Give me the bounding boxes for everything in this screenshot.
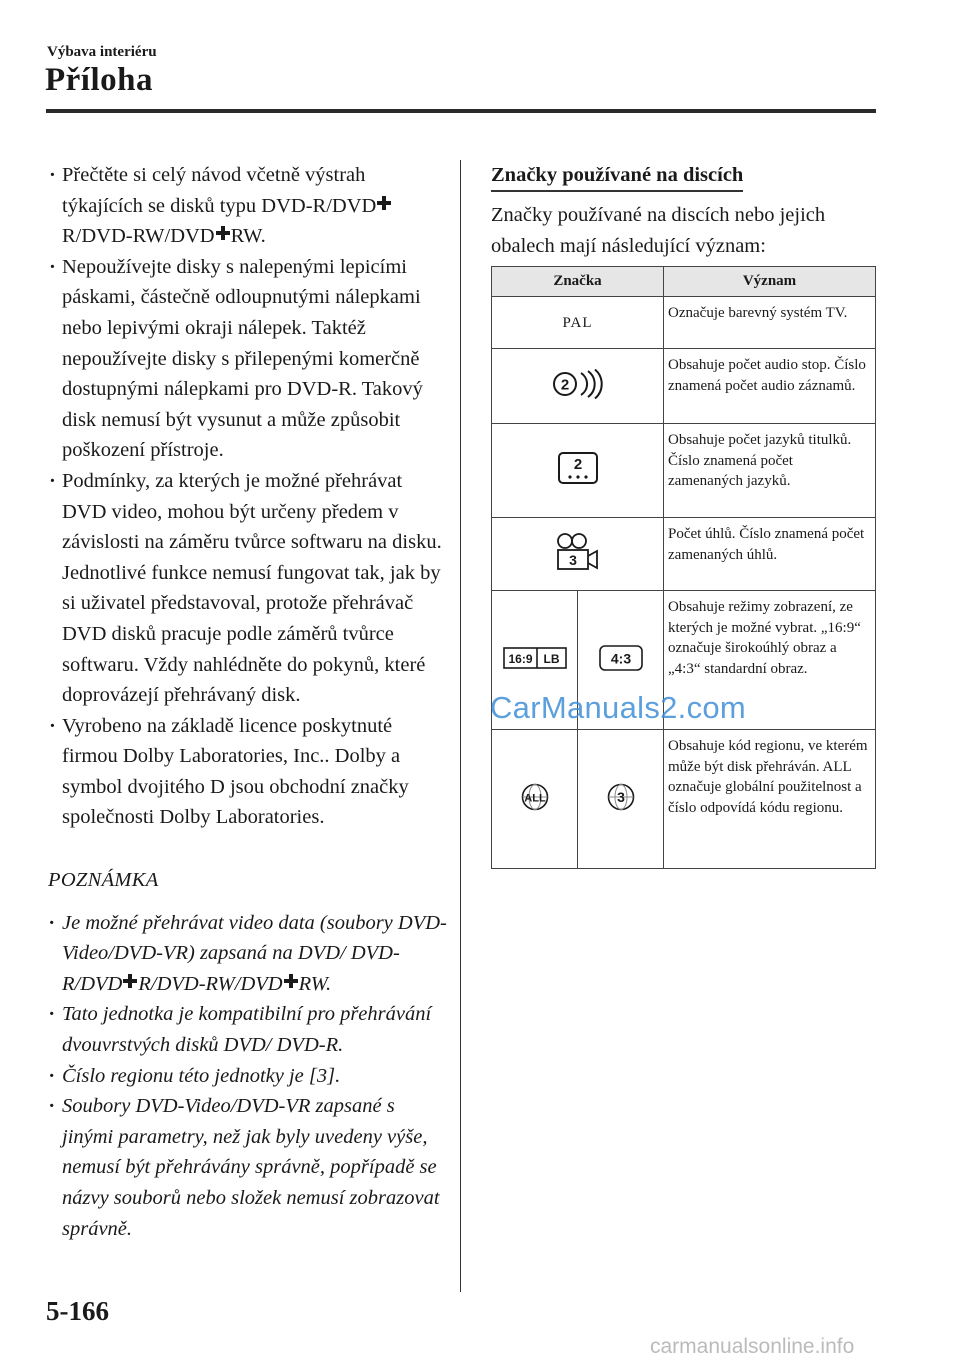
standard-aspect-icon bbox=[599, 645, 643, 671]
bullet-text: RW. bbox=[230, 225, 266, 248]
note-text: RW. bbox=[298, 972, 332, 995]
header-mark: Značka bbox=[492, 267, 664, 297]
widescreen-lb-icon bbox=[503, 647, 567, 669]
intro-text: Značky používané na discích nebo jejich obalech mají následující význam: bbox=[491, 204, 826, 257]
bullet-text: Přečtěte si celý návod včetně výstrah týkajících se disků typu DVD-R/DVD bbox=[62, 164, 377, 217]
column-divider bbox=[460, 160, 461, 1292]
section-label: Výbava interiéru bbox=[47, 44, 157, 60]
note-text: Je možné přehrávat video data (soubory DVD-Video/DVD-VR) zapsaná na DVD/ DVD-R/DVD bbox=[62, 911, 447, 995]
table-row bbox=[492, 297, 876, 349]
note-item bbox=[48, 908, 448, 1000]
header-meaning: Význam bbox=[664, 267, 876, 297]
bullet-item: · Podmínky, za kterých je možné přehrávat DVD video, mohou být určeny předem v závislosti na záměru tvůrce softwaru na disku. Jednotlivé funkce nemusí fungovat tak, jak by si uživatel představoval, protože přehrávač DVD disků pracuje podle záměrů tvůrce softwaru. Vždy nahlédněte do pokynů, které doprovázejí přehrávaný disk. bbox=[48, 466, 448, 711]
note-item: · Tato jednotka je kompatibilní pro přehrávání dvouvrstvých disků DVD/ DVD-R. bbox=[48, 999, 448, 1060]
section-heading: Značky používané na discích bbox=[491, 162, 743, 192]
note-title: POZNÁMKA bbox=[48, 869, 159, 892]
disc-marks-table bbox=[491, 266, 876, 869]
meaning-cell: Obsahuje počet jazyků titulků. Číslo znamená počet zamenaných jazyků. bbox=[664, 424, 876, 518]
plus-icon bbox=[123, 974, 137, 988]
note-item: · Soubory DVD-Video/DVD-VR zapsané s jinými parametry, než jak byly uvedeny výše, nemusí být přehrávány správně, popřípadě se názvy souborů nebo složek nemusí zobrazovat správně. bbox=[48, 1091, 448, 1244]
region-all-icon bbox=[520, 782, 550, 812]
meaning-cell: Počet úhlů. Číslo znamená počet zamenaných úhlů. bbox=[664, 518, 876, 591]
region-code-icon bbox=[606, 782, 636, 812]
page-number: 5-166 bbox=[46, 1296, 109, 1326]
plus-icon bbox=[284, 974, 298, 988]
meaning-cell: Obsahuje počet audio stop. Číslo znamená počet audio záznamů. bbox=[664, 349, 876, 424]
audio-tracks-icon bbox=[550, 369, 606, 399]
region-code-label: 3 bbox=[616, 788, 625, 805]
title-rule bbox=[46, 109, 876, 113]
watermark: CarManuals2.com bbox=[490, 690, 747, 725]
table-row bbox=[492, 730, 876, 869]
page-title: Příloha bbox=[45, 62, 153, 98]
footer-source: carmanualsonline.info bbox=[650, 1335, 855, 1358]
table-row bbox=[492, 349, 876, 424]
note-text: R/DVD-RW/DVD bbox=[138, 972, 283, 995]
camera-angles-number: 3 bbox=[568, 551, 577, 568]
subtitles-number: 2 bbox=[573, 456, 582, 473]
plus-icon bbox=[216, 226, 230, 240]
subtitles-icon bbox=[557, 451, 599, 485]
table-row bbox=[492, 518, 876, 591]
note-list bbox=[48, 908, 448, 1245]
audio-tracks-number: 2 bbox=[560, 376, 569, 393]
bullet-item: · Vyrobeno na základě licence poskytnuté firmou Dolby Laboratories, Inc.. Dolby a symbol dvojitého D jsou obchodní značky společnosti Dolby Laboratories. bbox=[48, 711, 448, 833]
bullet-list bbox=[48, 160, 448, 833]
camera-angles-icon bbox=[555, 532, 601, 572]
left-column bbox=[48, 160, 448, 1244]
region-all-label: ALL bbox=[523, 792, 546, 804]
meaning-cell: Označuje barevný systém TV. bbox=[664, 297, 876, 349]
note-item: · Číslo regionu této jednotky je [3]. bbox=[48, 1061, 448, 1092]
aspect-43-label: 4:3 bbox=[610, 650, 631, 666]
bullet-item bbox=[48, 160, 448, 252]
pal-mark: PAL bbox=[562, 314, 593, 331]
bullet-text: R/DVD-RW/DVD bbox=[62, 225, 215, 248]
bullet-item: · Nepoužívejte disky s nalepenými lepicími páskami, částečně odloupnutými nálepkami nebo lepivými okraji nálepek. Taktéž nepoužívejte disky s přilepenými komerčně dostupnými nálepkami pro DVD-R. Takový disk nemusí být vysunut a může způsobit poškození přístroje. bbox=[48, 252, 448, 466]
aspect-169-label: 16:9 bbox=[507, 651, 533, 666]
right-column bbox=[491, 160, 877, 261]
meaning-cell: Obsahuje režimy zobrazení, ze kterých je možné vybrat. „16:9“ označuje širokoúhlý obraz a „4:3“ standardní obraz. bbox=[664, 591, 876, 730]
table-header-row bbox=[492, 267, 876, 297]
plus-icon bbox=[377, 196, 391, 210]
table-row bbox=[492, 424, 876, 518]
letterbox-label: LB bbox=[543, 651, 559, 666]
meaning-cell: Obsahuje kód regionu, ve kterém může být disk přehráván. ALL označuje globální použitelnost a číslo odpovídá kódu regionu. bbox=[664, 730, 876, 869]
